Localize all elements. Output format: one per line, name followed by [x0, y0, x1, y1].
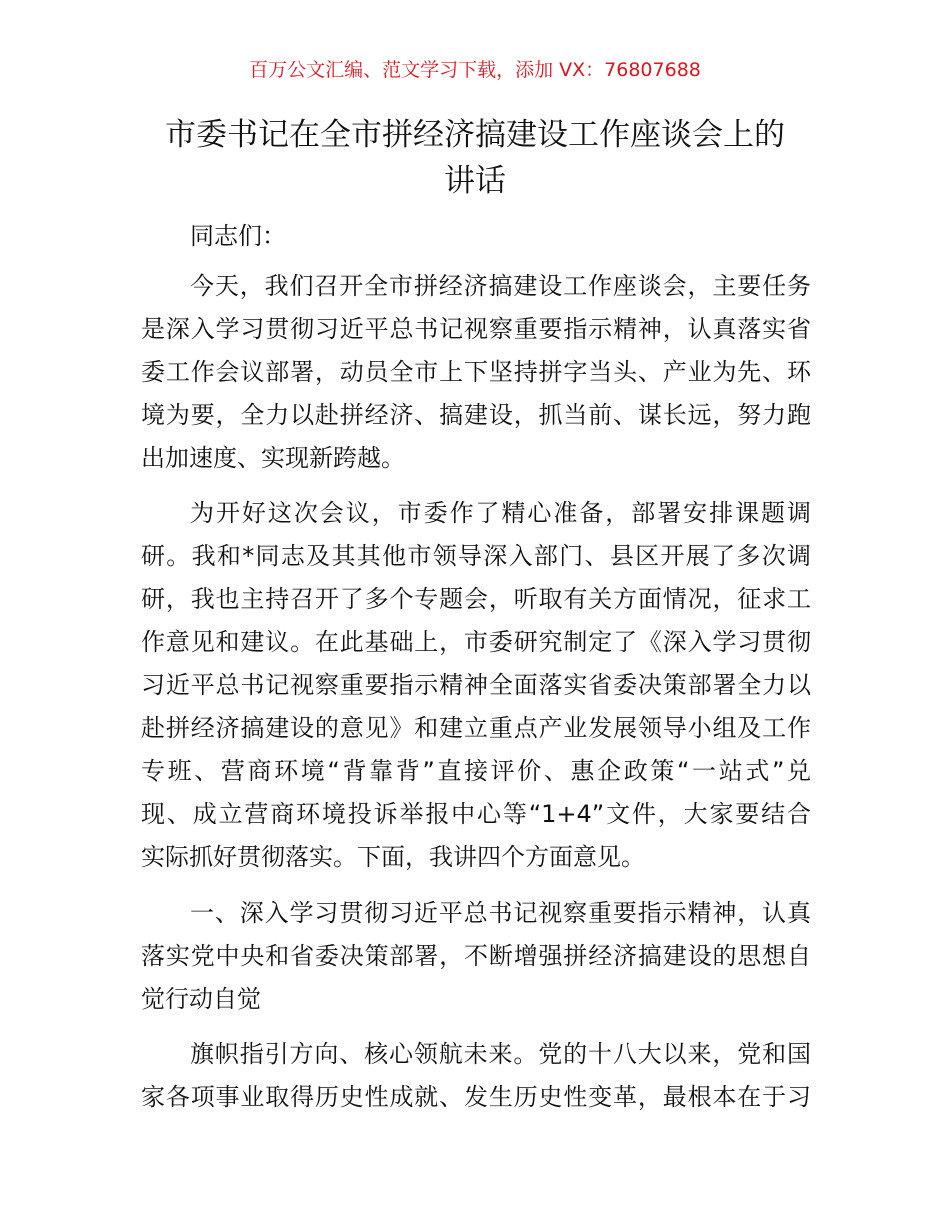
text-line: 作意见和建议。在此基础上，市委研究制定了《深入学习贯彻 — [141, 628, 811, 656]
text-line: 境为要，全力以赴拼经济、搞建设，抓当前、谋长远，努力跑 — [141, 401, 811, 429]
text-line: 家各项事业取得历史性成就、发生历史性变革，最根本在于习 — [141, 1083, 811, 1111]
text-line: 专班、营商环境“背靠背”直接评价、惠企政策“一站式”兑 — [141, 757, 811, 785]
paragraph-4 — [141, 1033, 811, 1119]
text-line: 为开好这次会议，市委作了精心准备，部署安排课题调 — [190, 499, 811, 527]
text-line: 现、成立营商环境投诉举报中心等“1+4”文件，大家要结合 — [141, 800, 811, 828]
paragraph-2 — [141, 492, 811, 879]
text-line: 觉行动自觉 — [141, 985, 261, 1013]
salutation-text: 同志们： — [190, 222, 286, 250]
text-line: 委工作会议部署，动员全市上下坚持拼字当头、产业为先、环 — [141, 358, 811, 386]
salutation — [141, 215, 811, 258]
text-line: 出加速度、实现新跨越。 — [141, 444, 405, 472]
text-line: 是深入学习贯彻习近平总书记视察重要指示精神，认真落实省 — [141, 315, 811, 343]
document-title — [120, 112, 830, 204]
text-line: 一、深入学习贯彻习近平总书记视察重要指示精神，认真 — [190, 899, 811, 927]
text-line: 习近平总书记视察重要指示精神全面落实省委决策部署全力以 — [141, 671, 811, 699]
text-line: 研。我和*同志及其其他市领导深入部门、县区开展了多次调 — [141, 542, 811, 570]
text-line: 旗帜指引方向、核心领航未来。党的十八大以来，党和国 — [190, 1040, 811, 1068]
text-line: 赴拼经济搞建设的意见》和建立重点产业发展领导小组及工作 — [141, 714, 811, 742]
text-line: 今天，我们召开全市拼经济搞建设工作座谈会，主要任务 — [190, 272, 811, 300]
text-line: 落实党中央和省委决策部署，不断增强拼经济搞建设的思想自 — [141, 942, 811, 970]
text-line: 实际抓好贯彻落实。下面，我讲四个方面意见。 — [141, 843, 645, 871]
paragraph-1 — [141, 265, 811, 480]
text-line: 研，我也主持召开了多个专题会，听取有关方面情况，征求工 — [141, 585, 811, 613]
title-line: 讲话 — [444, 163, 506, 199]
watermark-header: 百万公文汇编、范文学习下载，添加 VX：76807688 — [249, 59, 701, 81]
title-line: 市委书记在全市拼经济搞建设工作座谈会上的 — [165, 117, 785, 153]
paragraph-3-heading — [141, 892, 811, 1021]
